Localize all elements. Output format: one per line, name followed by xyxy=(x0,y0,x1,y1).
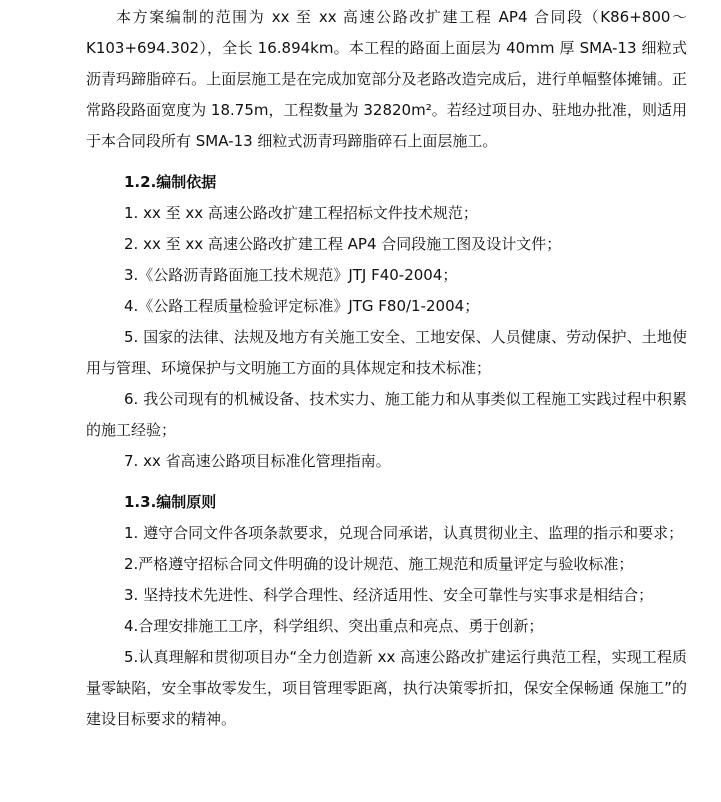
principle-item: 4.合理安排施工工序，科学组织、突出重点和亮点、勇于创新； xyxy=(124,617,544,635)
principle-item: 3. 坚持技术先进性、科学合理性、经济适用性、安全可靠性与实事求是相结合； xyxy=(124,586,654,604)
basis-item: 7. xx 省高速公路项目标准化管理指南。 xyxy=(124,452,391,470)
basis-item: 4.《公路工程质量检验评定标准》JTG F80/1-2004； xyxy=(124,297,480,315)
intro-paragraph: 本方案编制的范围为 xx 至 xx 高速公路改扩建工程 AP4 合同段（K86+800～K103+694.302），全长 16.894km。本工程的路面上面层为 40mm 厚 SMA-13 细粒式沥青玛蹄脂碎石。上面层施工是在完成加宽部分及老路改造完成后，进行单幅整体摊铺。正常路段路面宽度为 18.75m，工程数量为 32820m²。若经过项目办、驻地办批准，则适用于本合同段所有 SMA-13 细粒式沥青玛蹄脂碎石上面层施工。 xyxy=(86,8,687,150)
section-basis xyxy=(86,167,687,477)
principle-item: 5.认真理解和贯彻项目办“全力创造新 xx 高速公路改扩建运行典范工程，实现工程质量零缺陷，安全事故零发生，项目管理零距离，执行决策零折扣，保安全保畅通 保施工”的建设目标要求的精神。 xyxy=(86,648,687,728)
section-heading-basis: 1.2.编制依据 xyxy=(124,173,217,191)
principle-item: 2.严格遵守招标合同文件明确的设计规范、施工规范和质量评定与验收标准； xyxy=(124,555,634,573)
basis-item: 6. 我公司现有的机械设备、技术实力、施工能力和从事类似工程施工实践过程中积累的施工经验； xyxy=(86,390,687,439)
basis-item: 1. xx 至 xx 高速公路改扩建工程招标文件技术规范； xyxy=(124,204,478,222)
basis-item: 2. xx 至 xx 高速公路改扩建工程 AP4 合同段施工图及设计文件； xyxy=(124,235,562,253)
document-page xyxy=(0,2,721,802)
section-heading-principles: 1.3.编制原则 xyxy=(124,493,217,511)
basis-item: 3.《公路沥青路面施工技术规范》JTJ F40-2004； xyxy=(124,266,458,284)
principle-item: 1. 遵守合同文件各项条款要求，兑现合同承诺，认真贯彻业主、监理的指示和要求； xyxy=(124,524,684,542)
section-principles xyxy=(86,487,687,735)
basis-item: 5. 国家的法律、法规及地方有关施工安全、工地安保、人员健康、劳动保护、土地使用与管理、环境保护与文明施工方面的具体规定和技术标准； xyxy=(86,328,687,377)
